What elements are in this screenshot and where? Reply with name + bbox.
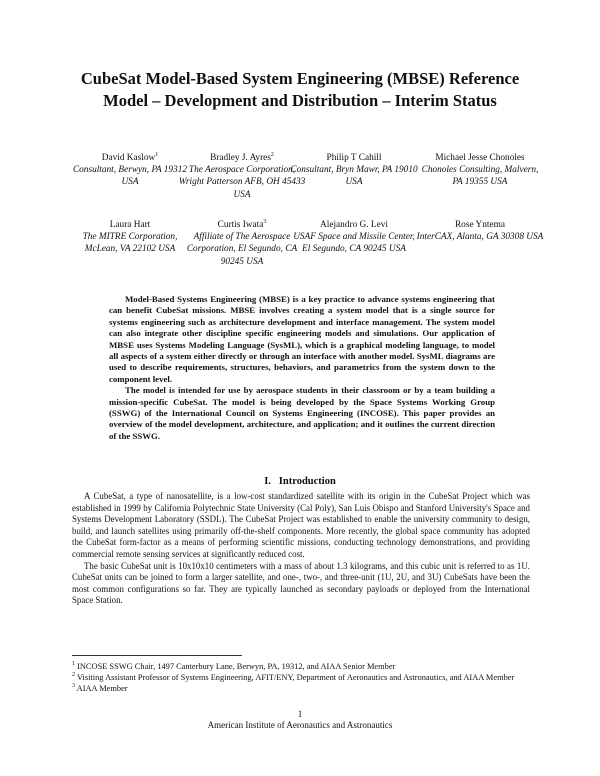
author-affiliation: The MITRE Corporation, McLean, VA 22102 USA (82, 232, 178, 255)
footnote-text: AIAA Member (76, 684, 128, 693)
section-title: Introduction (278, 476, 336, 487)
author-name: Curtis Iwata (217, 220, 264, 230)
author-affiliation: Affiliate of The Aerospace Corporation, El Segundo, CA 90245 USA (186, 232, 298, 267)
author-footnote-mark: 1 (155, 151, 159, 158)
section-number: I. (264, 476, 271, 487)
footnote (72, 672, 530, 683)
footnote-divider (72, 655, 242, 656)
body-paragraph: A CubeSat, a type of nanosatellite, is a low-cost standardized satellite with its origin in the CubeSat Project which was established in 1999 by California Polytechnic State University (Cal Poly), San Luis Obispo and Stanford University's Space and Systems Development Laboratory (SSDL). The CubeSat Project was established to enable the university community to design, build, and launch satellites using primarily off-the-shelf components. More recently, the global space community has adopted the CubeSat form-factor as a means of performing scientific missions, conducting technology demonstrations, and providing commercial remote sensing services at significantly reduced cost. (72, 491, 530, 559)
footnote-text: INCOSE SSWG Chair, 1497 Canterbury Lane, Berwyn, PA, 19312, and AIAA Senior Member (77, 662, 396, 671)
author-block (178, 219, 306, 268)
abstract-paragraph: The model is intended for use by aerospace students in their classroom or by a team building a mission-specific CubeSat. The model is being developed by the Space Systems Working Group (SSWG) of the International Council on Systems Engineering (INCOSE). This paper provides an overview of the model development, architecture, and application; and it outlines the current direction of the SSWG. (109, 385, 495, 441)
author-name: Rose Yntema (454, 220, 505, 230)
page-number: 1 (297, 709, 303, 719)
section-heading (0, 476, 600, 487)
abstract (109, 294, 495, 442)
author-block (66, 152, 194, 189)
footnotes (72, 661, 530, 694)
abstract-paragraph: Model-Based Systems Engineering (MBSE) is a key practice to advance systems engineering that can benefit CubeSat missions. MBSE involves creating a system model that is a single source for systems engineering such as architecture development and interface management. The system model can also integrate other discipline specific engineering models and simulations. Our application of MBSE uses Systems Modeling Language (SysML), which is a graphical modeling language, to model all aspects of a system either directly or through an interface with another model. SysML diagrams are used to describe requirements, structures, behaviors, and parametrics from the system down to the component level. (109, 294, 495, 384)
author-block (290, 219, 418, 256)
author-name: Bradley J. Ayres (210, 153, 271, 163)
author-name: Laura Hart (109, 220, 151, 230)
author-affiliation: Consultant, Bryn Mawr, PA 19010 USA (290, 165, 418, 188)
footnote-text: Visiting Assistant Professor of Systems Engineering, AFIT/ENY, Department of Aeronautics and Astronautics, and AIAA Member (76, 673, 515, 682)
body-paragraph: The basic CubeSat unit is 10x10x10 centimeters with a mass of about 1.3 kilograms, and this cubic unit is referred to as 1U. CubeSat units can be joined to form a larger satellite, and one-, two-, and three-unit (1U, 2U, and 3U) CubeSats have been the most common configurations so far. They are typically launched as secondary payloads or deployed from the International Space Station. (72, 560, 530, 606)
author-affiliation: Chonoles Consulting, Malvern, PA 19355 USA (421, 165, 539, 188)
author-affiliation: The Aerospace Corporation, Wright Patterson AFB, OH 45433 USA (178, 165, 306, 200)
author-block (416, 152, 544, 189)
author-footnote-mark: 3 (263, 218, 267, 225)
footnote-mark: 2 (72, 672, 75, 679)
author-affiliation: USAF Space and Missile Center, El Segundo, CA 90245 USA (293, 232, 415, 255)
page-footer: American Institute of Aeronautics and Astronautics (207, 720, 393, 730)
author-affiliation: Consultant, Berwyn, PA 19312 USA (72, 165, 188, 188)
author-block (66, 219, 194, 256)
body-text (72, 491, 530, 607)
footnote-mark: 3 (72, 683, 75, 690)
author-name: Michael Jesse Chonoles (435, 153, 525, 163)
footnote (72, 683, 530, 694)
footnote-mark: 1 (72, 661, 75, 668)
author-name: Alejandro G. Levi (320, 220, 388, 230)
footnote (72, 661, 530, 672)
author-affiliation: InterCAX, Alanta, GA 30308 USA (416, 232, 544, 243)
author-block (416, 219, 544, 243)
author-block (178, 152, 306, 201)
author-name: Philip T Cahill (326, 153, 382, 163)
author-name: David Kaslow (101, 153, 156, 163)
author-footnote-mark: 2 (270, 151, 274, 158)
author-block (290, 152, 418, 189)
paper-title: CubeSat Model-Based System Engineering (MBSE) Reference Model – Development and Distribution – Interim Status (80, 69, 520, 110)
